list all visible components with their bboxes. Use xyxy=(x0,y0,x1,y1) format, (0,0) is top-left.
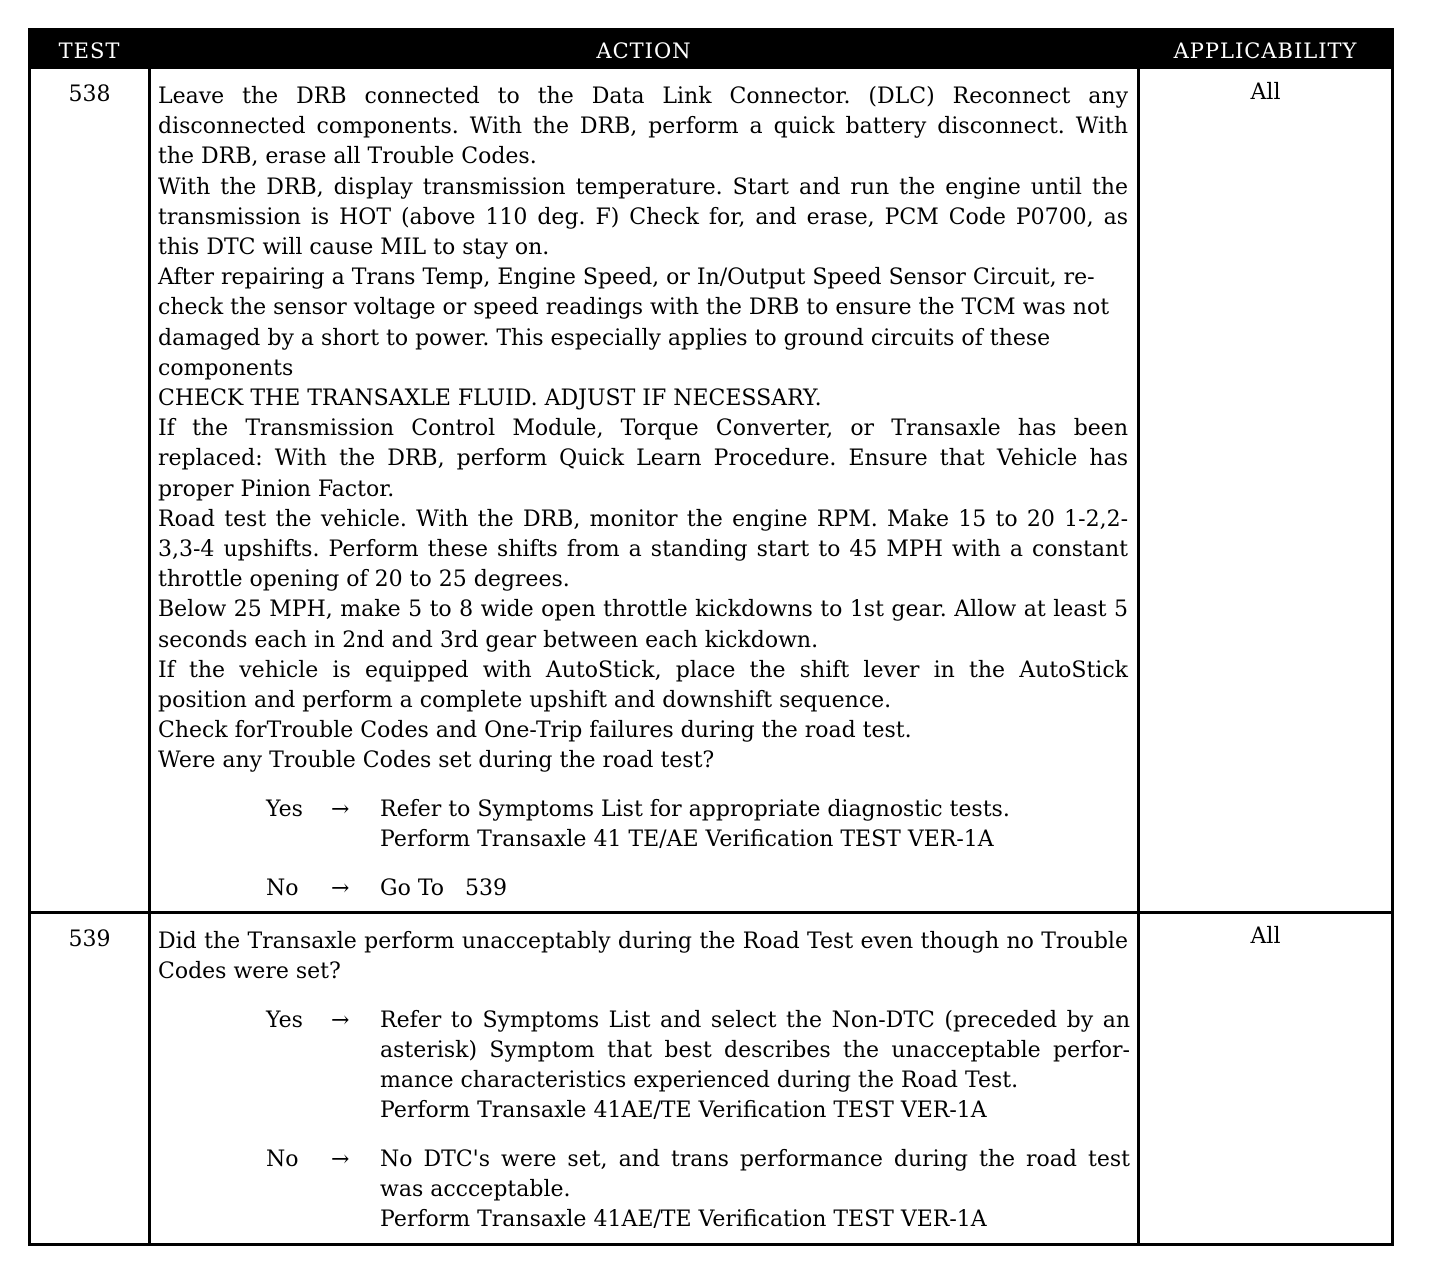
action-paragraph: Check forTrouble Codes and One-Trip failures during the road test. xyxy=(158,718,912,744)
action-paragraph: CHECK THE TRANSAXLE FLUID. ADJUST IF NECESSARY. xyxy=(158,386,822,412)
applicability-539: All xyxy=(1250,924,1281,949)
arrow-icon: → xyxy=(331,797,350,822)
option-line: Refer to Symptoms List and select the Non-DTC (preceded by an xyxy=(380,1008,1130,1033)
action-text-539 xyxy=(158,927,1128,987)
option-no-538 xyxy=(31,874,1131,904)
action-paragraph: Below 25 MPH, make 5 to 8 wide open throttle kickdowns to 1st gear. Allow at least 5 seconds each in 2nd and 3rd gear between each kickdown. xyxy=(158,597,1128,653)
option-line: Perform Transaxle 41 TE/AE Verification TEST VER-1A xyxy=(380,827,994,852)
row-divider xyxy=(31,911,1391,914)
action-paragraph: If the vehicle is equipped with AutoStick, place the shift lever in the AutoStick position and perform a complete upshift and downshift sequence. xyxy=(158,657,1128,714)
applicability-538: All xyxy=(1250,80,1281,105)
column-divider-applicability xyxy=(1137,69,1140,1243)
test-number-539: 539 xyxy=(68,927,111,952)
action-paragraph: Were any Trouble Codes set during the road test? xyxy=(158,748,715,774)
arrow-icon: → xyxy=(331,1008,350,1033)
option-line: was accceptable. xyxy=(380,1177,571,1202)
option-key: No xyxy=(266,1147,299,1172)
option-no-539 xyxy=(31,1145,1131,1235)
option-line: Go To 539 xyxy=(380,876,507,901)
action-paragraph: Did the Transaxle perform unacceptably during the Road Test even though no Trouble Codes were set? xyxy=(158,929,1128,985)
action-paragraph: After repairing a Trans Temp, Engine Speed, or In/Output Speed Sensor Circuit, re-check the sensor voltage or speed readings with the DRB to ensure the TCM was not damaged by a short to power. This especially applies to ground circuits of these components xyxy=(158,265,1110,381)
diagnostic-table xyxy=(28,28,1394,1246)
option-line: Perform Transaxle 41AE/TE Verification TEST VER-1A xyxy=(380,1207,987,1232)
option-yes-539 xyxy=(31,1006,1131,1126)
option-line: asterisk) Symptom that best describes the unacceptable perfor- xyxy=(380,1038,1130,1063)
option-key: Yes xyxy=(266,1008,303,1033)
header-action: ACTION xyxy=(596,39,692,63)
action-paragraph: If the Transmission Control Module, Torque Converter, or Transaxle has been replaced: With the DRB, perform Quick Learn Procedure. Ensure that Vehicle has proper Pinion Factor. xyxy=(158,416,1128,502)
header-applicability: APPLICABILITY xyxy=(1173,39,1358,63)
action-paragraph: Road test the vehicle. With the DRB, monitor the engine RPM. Make 15 to 20 1-2,2-3,3-4 upshifts. Perform these shifts from a standing start to 45 MPH with a constant throttle opening of 20 to 25 degrees. xyxy=(158,506,1128,593)
option-line: No DTC's were set, and trans performance during the road test xyxy=(380,1147,1130,1172)
test-number-538: 538 xyxy=(68,82,111,107)
arrow-icon: → xyxy=(331,876,350,901)
action-paragraph: Leave the DRB connected to the Data Link Connector. (DLC) Reconnect any disconnected components. With the DRB, perform a quick battery disconnect. With the DRB, erase all Trouble Codes. xyxy=(158,84,1128,170)
option-key: No xyxy=(266,876,299,901)
option-line: Perform Transaxle 41AE/TE Verification TEST VER-1A xyxy=(380,1098,987,1123)
option-yes-538 xyxy=(31,795,1131,855)
arrow-icon: → xyxy=(331,1147,350,1172)
header-test: TEST xyxy=(58,39,121,63)
option-line: mance characteristics experienced during the Road Test. xyxy=(380,1068,1019,1093)
option-key: Yes xyxy=(266,797,303,822)
action-text-538 xyxy=(158,82,1128,777)
action-paragraph: With the DRB, display transmission temperature. Start and run the engine until the transmission is HOT (above 110 deg. F) Check for, and erase, PCM Code P0700, as this DTC will cause MIL to stay on. xyxy=(158,174,1128,261)
option-line: Refer to Symptoms List for appropriate diagnostic tests. xyxy=(380,797,1010,822)
table-header xyxy=(31,31,1391,69)
